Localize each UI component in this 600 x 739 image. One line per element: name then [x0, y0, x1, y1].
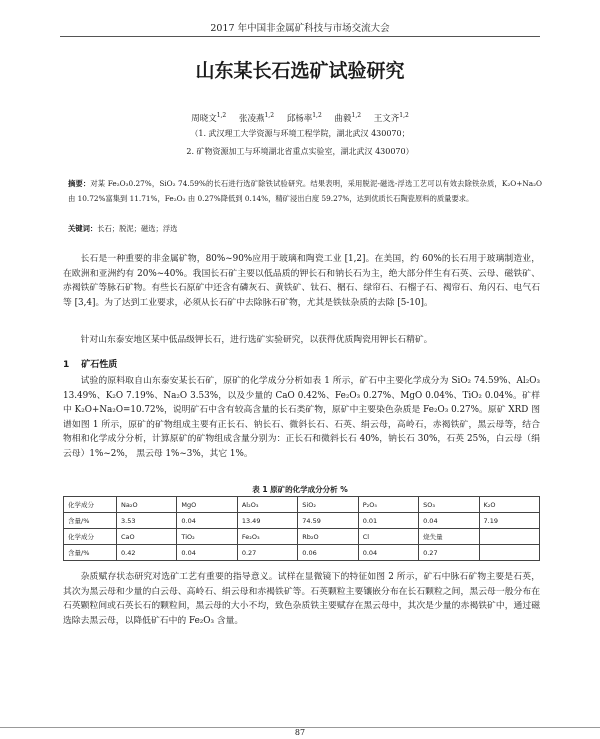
running-header: 2017 年中国非金属矿科技与市场交流大会 [60, 20, 540, 37]
section-number: 1 [63, 360, 70, 370]
table-cell: P₂O₅ [358, 497, 418, 513]
table-cell: SO₃ [419, 497, 479, 513]
body-paragraph: 针对山东泰安地区某中低品级钾长石，进行选矿实验研究，以获得优质陶瓷用钾长石精矿。 [80, 335, 433, 345]
table-cell: 0.04 [177, 545, 237, 561]
abstract-label: 摘要： [68, 179, 91, 188]
table-cell: 74.59 [298, 513, 358, 529]
author: 周晓文$^{1,2}$ [191, 112, 227, 124]
table-row [64, 529, 540, 545]
table-cell: 含量/% [64, 545, 117, 561]
table-row [64, 513, 540, 529]
table-cell: K₂O [479, 497, 539, 513]
author-list [0, 112, 600, 124]
table-cell: 0.04 [358, 545, 418, 561]
affiliation: （1. 武汉理工大学资源与环境工程学院，湖北武汉 430070； [190, 129, 410, 138]
table-cell: 0.04 [419, 513, 479, 529]
body-paragraph: 杂质赋存状态研究对选矿工艺有重要的指导意义。试样在显微镜下的特征如图 2 所示，矿石中脉石矿物主要是石英，其次为黑云母和少量的白云母、高岭石、绢云母和赤褐铁矿等。石英颗粒主要镶嵌分布在长石颗粒之间，黑云母一般分布在石英颗粒间或石英长石的颗粒间，黑云母的大小不均，致色杂质铁主要赋存在黑云母中，其次是少量的赤褐铁矿中，通过磁选除去黑云母，以降低矿石中的 Fe₂O₃ 含量。 [63, 572, 540, 626]
table-cell: 0.27 [237, 545, 297, 561]
table-cell: 7.19 [479, 513, 539, 529]
author: 曲毅$^{1,2}$ [334, 112, 362, 124]
page-number: 87 [0, 727, 600, 737]
table-cell: Rb₂O [298, 529, 358, 545]
author: 邱杨率$^{1,2}$ [286, 112, 322, 124]
table-cell [479, 529, 539, 545]
table-cell: Al₂O₃ [237, 497, 297, 513]
table-cell: 0.27 [419, 545, 479, 561]
body-paragraph: 长石是一种重要的非金属矿物，80%~90%应用于玻璃和陶瓷工业 [1,2]。在美国，约 60%的长石用于玻璃制造业，在欧洲和亚洲约有 20%~40%。我国长石矿主要以低品质的钾长石和钠长石为主，绝大部分伴生有石英、云母、磁铁矿、赤褐铁矿等脉石矿物。有些长石原矿中还含有磷灰石、黄铁矿、钛石、榍石、绿帘石、石榴子石、褐帘石、角闪石、电气石等 [3,4]。为了达到工业要求，必须从长石矿中去除脉石矿物，尤其是铁钛杂质的去除 [5-10]。 [63, 254, 540, 308]
table-cell: 烧失量 [419, 529, 479, 545]
table-cell: SiO₂ [298, 497, 358, 513]
paper-title: 山东某长石选矿试验研究 [195, 60, 405, 82]
table-cell: 化学成分 [64, 529, 117, 545]
table-cell: 化学成分 [64, 497, 117, 513]
table-cell: Na₂O [117, 497, 177, 513]
table-cell [479, 545, 539, 561]
table-cell: CaO [117, 529, 177, 545]
table-cell: 0.06 [298, 545, 358, 561]
author: 王文齐$^{1,2}$ [373, 112, 409, 124]
author: 张凌燕$^{1,2}$ [238, 112, 275, 124]
table-cell: 0.01 [358, 513, 418, 529]
table-row [64, 497, 540, 513]
table-cell: TiO₂ [177, 529, 237, 545]
keywords-text: 长石；脱泥；磁选；浮选 [97, 224, 178, 233]
table-cell: Cl [358, 529, 418, 545]
table-cell: 含量/% [64, 513, 117, 529]
table-cell: 0.04 [177, 513, 237, 529]
affiliation: 2. 矿物资源加工与环境湖北省重点实验室，湖北武汉 430070） [186, 147, 414, 156]
table-caption: 表 1 原矿的化学成分分析 % [252, 485, 348, 494]
composition-table [63, 496, 540, 561]
keywords [68, 224, 542, 234]
abstract-text: 对某 Fe₂O₃0.27%，SiO₂ 74.59%的长石进行选矿除铁试验研究。结果表明，采用脱泥-磁选-浮选工艺可以有效去除铁杂质，K₂O+Na₂O 由 10.72%富集到 11.71%，Fe₂O₃ 由 0.27%降低到 0.14%，精矿浸出白度 59.27%，达到优质长石陶瓷原料的质量要求。 [68, 179, 542, 203]
section-title: 矿石性质 [81, 360, 118, 370]
body-paragraph: 试验的原料取自山东泰安某长石矿，原矿的化学成分分析如表 1 所示，矿石中主要化学成分为 SiO₂ 74.59%、Al₂O₃ 13.49%、K₂O 7.19%、Na₂O 3.53%，以及少量的 CaO 0.42%、Fe₂O₃ 0.27%、MgO 0.04%、TiO₂ 0.04%。矿样中 K₂O+Na₂O=10.72%，说明矿石中含有较高含量的长石类矿物，原矿中主要染色杂质是 Fe₂O₃ 0.27%。原矿 XRD 图谱如图 1 所示，原矿的矿物组成主要有正长石、钠长石、微斜长石、石英、绢云母，高岭石，赤褐铁矿，黑云母等，结合物相和化学成分分析，计算原矿的矿物组成含量分别为：正长石和微斜长石 40%，钠长石 30%，石英 25%，白云母（绢云母）1%~2%， 黑云母 1%~3%，其它 1%。 [63, 376, 540, 459]
table-cell: 3.53 [117, 513, 177, 529]
keywords-label: 关键词： [68, 224, 98, 233]
section-heading [63, 357, 129, 370]
abstract [68, 177, 542, 206]
table-cell: Fe₂O₃ [237, 529, 297, 545]
table-cell: 0.42 [117, 545, 177, 561]
table-cell: 13.49 [237, 513, 297, 529]
table-row [64, 545, 540, 561]
table-cell: MgO [177, 497, 237, 513]
